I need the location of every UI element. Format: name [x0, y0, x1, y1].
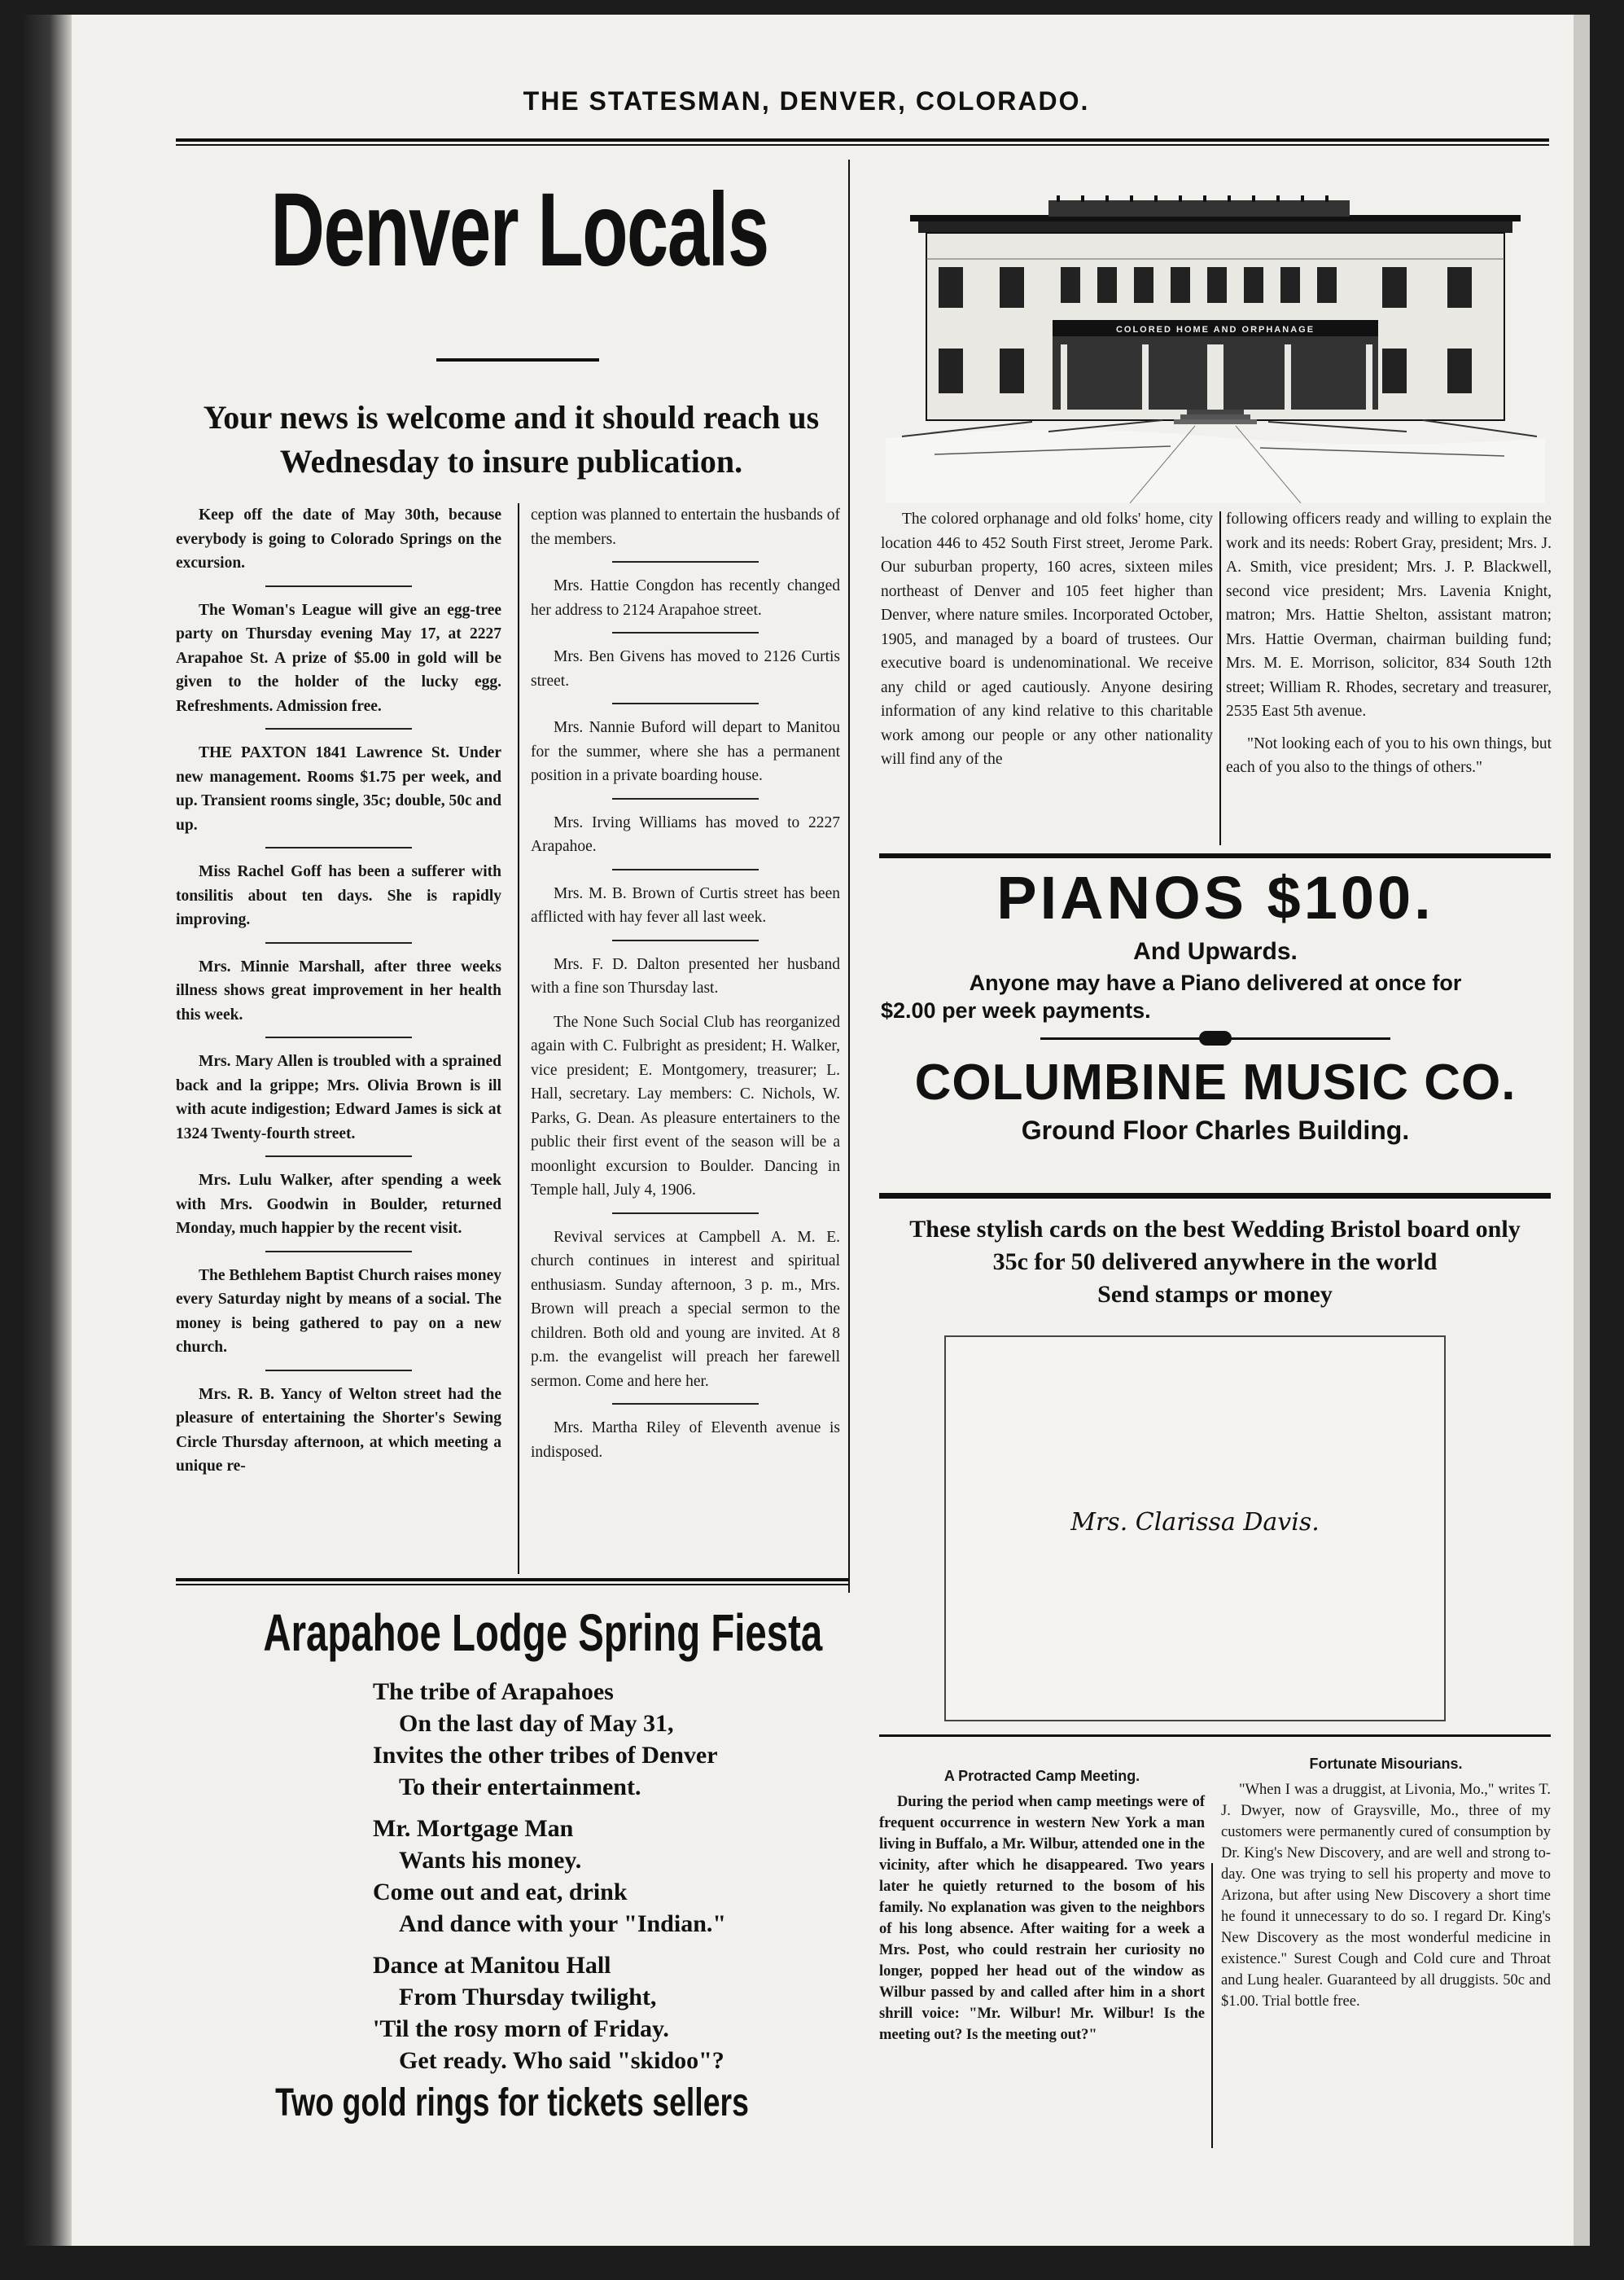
camp-meeting-story	[879, 1765, 1205, 2045]
item-separator	[265, 1251, 412, 1252]
pianos-headline: PIANOS $100.	[996, 864, 1434, 932]
local-item: Mrs. R. B. Yancy of Welton street had the pleasure of entertaining the Shorter's Sewing Circle Thursday afternoon, at which meeting a unique re-	[176, 1385, 501, 1475]
missourians-title: Fortunate Misourians.	[1309, 1756, 1463, 1772]
wedding-cards-advertisement	[879, 1213, 1551, 1311]
fiesta-line: Come out and eat, drink	[373, 1879, 628, 1905]
camp-meeting-title: A Protracted Camp Meeting.	[943, 1768, 1140, 1784]
fiesta-line: And dance with your "Indian."	[399, 1910, 727, 1937]
item-separator	[265, 728, 412, 730]
local-item: Mrs. M. B. Brown of Curtis street has been afflicted with hay fever all last week.	[531, 884, 840, 926]
title-rule	[436, 358, 599, 362]
local-item: The Bethlehem Baptist Church raises money every Saturday night by means of a social. The money is being gathered to pay on a new church.	[176, 1266, 501, 1356]
pianos-offer-line2: $2.00 per week payments.	[881, 998, 1151, 1023]
local-item: Revival services at Campbell A. M. E. church continues in interest and spiritual enthusiasm. Sunday afternoon, 3 p. m., Mrs. Brown will preach a special sermon to the children. Both old and young are invited. At 8 p.m. the evangelist will preach her farewell sermon. Come and here her.	[531, 1228, 840, 1390]
section-subtitle: Your news is welcome and it should reach us Wednesday to insure publication.	[203, 399, 820, 480]
item-separator	[265, 1037, 412, 1038]
orphanage-description-left	[881, 507, 1213, 780]
column-divider	[848, 160, 850, 1593]
fiesta-line: The tribe of Arapahoes	[373, 1678, 614, 1705]
local-item: Mrs. Minnie Marshall, after three weeks illness shows great improvement in her health this week.	[176, 958, 501, 1024]
pianos-advertisement	[878, 862, 1553, 1147]
masthead-rule	[176, 138, 1549, 142]
item-separator	[612, 940, 759, 941]
local-item: The Woman's League will give an egg-tree party on Thursday evening May 17, at 2227 Arapahoe St. A prize of $5.00 in gold will be given to the holder of the lucky egg. Refreshments. Admission free.	[176, 601, 501, 715]
pianos-offer-line1: Anyone may have a Piano delivered at once for	[969, 971, 1462, 995]
orphanage-officers: following officers ready and willing to explain the work and its needs: Robert Gray, president; Mrs. J. A. Smith, vice president; Mrs. J. P. Blackwell, second vice president; Mrs. Lavenia Knight, matron; Mrs. Hattie Shelton, assistant matron; Mrs. Hattie Overman, chairman building fund; Mrs. M. E. Morrison, solicitor, 834 South 12th street; William R. Rhodes, secretary and treasurer, 2535 East 5th avenue.	[1226, 511, 1552, 720]
sample-card-name: Mrs. Clarissa Davis.	[1070, 1508, 1320, 1537]
local-item: Mrs. Mary Allen is troubled with a sprained back and la grippe; Mrs. Olivia Brown is ill with acute indigestion; Edward James is sick at 1324 Twenty-fourth street.	[176, 1053, 501, 1142]
locals-bottom-rule-thin	[176, 1584, 848, 1585]
local-item: ception was planned to entertain the husbands of the members.	[531, 506, 840, 548]
item-separator	[265, 847, 412, 848]
music-company-address: Ground Floor Charles Building.	[1021, 1116, 1410, 1145]
fiesta-line: Invites the other tribes of Denver	[373, 1742, 718, 1769]
pianos-bottom-rule	[879, 1193, 1551, 1199]
local-item: The None Such Social Club has reorganized again with C. Fulbright as president; H. Walker, vice president; E. Montgomery, treasurer; L. Hall, secretary. Lay members: C. Nichols, W. Parks, G. Dean. As pleasure entertainers to the public their first event of the season will be a moonlight excursion to Boulder. Dancing in Temple hall, July 4, 1906.	[531, 1013, 840, 1199]
item-separator	[612, 632, 759, 634]
fiesta-line: Mr. Mortgage Man	[373, 1815, 574, 1842]
local-item: Keep off the date of May 30th, because everybody is going to Colorado Springs on the excursion.	[176, 506, 501, 572]
section-title: Denver Locals	[270, 172, 768, 288]
locals-bottom-rule	[176, 1578, 848, 1581]
fiesta-line: To their entertainment.	[399, 1774, 641, 1800]
local-item: Mrs. Lulu Walker, after spending a week with Mrs. Goodwin in Boulder, returned Monday, much happier by the recent visit.	[176, 1172, 501, 1237]
local-item: Mrs. Nannie Buford will depart to Manitou for the summer, where she has a permanent position in a private boarding house.	[531, 719, 840, 784]
locals-column-2	[531, 503, 840, 1570]
masthead: THE STATESMAN, DENVER, COLORADO.	[523, 86, 1090, 116]
fiesta-line: Wants his money.	[399, 1847, 582, 1874]
local-item: Miss Rachel Goff has been a sufferer with tonsilitis about ten days. She is rapidly improving.	[176, 863, 501, 928]
fiesta-line: On the last day of May 31,	[399, 1710, 674, 1737]
item-separator	[265, 1370, 412, 1371]
local-item: THE PAXTON 1841 Lawrence St. Under new management. Rooms $1.75 per week, and up. Transient rooms single, 35c; double, 50c and up.	[176, 744, 501, 834]
misc-divider	[1211, 1863, 1213, 2148]
fiesta-line: From Thursday twilight,	[399, 1984, 657, 2010]
newspaper-page	[23, 15, 1590, 2246]
cards-line1: These stylish cards on the best Wedding Bristol board only	[909, 1216, 1521, 1243]
item-separator	[612, 703, 759, 704]
masthead-rule-thin	[176, 144, 1549, 146]
sample-card	[944, 1335, 1446, 1721]
orphanage-quote: "Not looking each of you to his own things, but each of you also to the things of others."	[1226, 734, 1552, 776]
ornament-rule	[878, 1024, 1553, 1052]
building-sign-text: COLORED HOME AND ORPHANAGE	[1115, 325, 1315, 335]
camp-meeting-text: During the period when camp meetings were of frequent occurrence in western New York a man living in Buffalo, a Mr. Wilbur, attended one in the vicinity, after which he disappeared. Two years later he quietly returned to the bosom of his family. No explanation was given to the neighbors of his long absence. After waiting for a week a Mrs. Post, who could restrain her curiosity no longer, popped her head out of the window as Wilbur passed by and called after him in a short shrill voice: "Mr. Wilbur! Mr. Wilbur! Is the meeting out? Is the meeting out?"	[879, 1794, 1205, 2043]
music-company-name: COLUMBINE MUSIC CO.	[914, 1054, 1517, 1111]
item-separator	[612, 1212, 759, 1214]
local-item: Mrs. F. D. Dalton presented her husband with a fine son Thursday last.	[531, 955, 840, 997]
orphanage-divider	[1219, 511, 1221, 845]
page-binding-shadow	[23, 15, 72, 2246]
item-separator	[612, 561, 759, 563]
fiesta-line: 'Til the rosy morn of Friday.	[373, 2015, 669, 2042]
fiesta-title: Arapahoe Lodge Spring Fiesta	[263, 1603, 823, 1662]
pianos-upwards: And Upwards.	[1133, 938, 1298, 965]
local-item: Mrs. Martha Riley of Eleventh avenue is indisposed.	[531, 1419, 840, 1461]
locals-column-1	[176, 503, 501, 1570]
item-separator	[265, 942, 412, 944]
item-separator	[612, 869, 759, 870]
fiesta-line: Get ready. Who said "skidoo"?	[399, 2047, 724, 2074]
local-item: Mrs. Hattie Congdon has recently changed her address to 2124 Arapahoe street.	[531, 577, 840, 619]
local-item: Mrs. Irving Williams has moved to 2227 Arapahoe.	[531, 813, 840, 855]
page-edge	[1574, 15, 1590, 2246]
orphanage-description-right	[1226, 507, 1552, 788]
missourians-story	[1221, 1753, 1551, 2012]
cards-line2: 35c for 50 delivered anywhere in the world	[992, 1248, 1438, 1275]
fiesta-footer: Two gold rings for tickets sellers	[275, 2081, 749, 2124]
column-divider-inner	[518, 503, 519, 1574]
missourians-text: "When I was a druggist, at Livonia, Mo.," writes T. J. Dwyer, now of Graysville, Mo., three of my customers were permanently cured of consumption by Dr. King's New Discovery, and are well and strong to-day. One was trying to sell his property and move to Arizona, but after using New Discovery a short time he found it unnecessary to do so. I regard Dr. King's New Discovery as the most wonderful medicine in existence." Surest Cough and Cold cure and Throat and Lung healer. Guaranteed by all druggists. 50c and $1.00. Trial bottle free.	[1221, 1782, 1551, 2010]
fiesta-line: Dance at Manitou Hall	[373, 1952, 611, 1979]
item-separator	[265, 1155, 412, 1157]
cards-bottom-rule	[879, 1734, 1551, 1737]
local-item: Mrs. Ben Givens has moved to 2126 Curtis street.	[531, 648, 840, 690]
item-separator	[612, 798, 759, 800]
pianos-top-rule	[879, 853, 1551, 858]
orphanage-paragraph: The colored orphanage and old folks' home, city location 446 to 452 South First street, Jerome Park. Our suburban property, 160 acres, sixteen miles northeast of Denver and 105 feet higher than Denver, where nature smiles. Incorporated October, 1905, and managed by a board of trustees. Our executive board is undenominational. We receive any child or aged cautiously. Anyone desiring information of any kind relative to this charitable work among our people or any other nationality will find any of the	[881, 511, 1213, 768]
cards-line3: Send stamps or money	[1097, 1281, 1333, 1308]
orphanage-building-illustration	[886, 178, 1545, 503]
fiesta-poem	[373, 1676, 829, 2076]
item-separator	[612, 1403, 759, 1405]
item-separator	[265, 585, 412, 587]
